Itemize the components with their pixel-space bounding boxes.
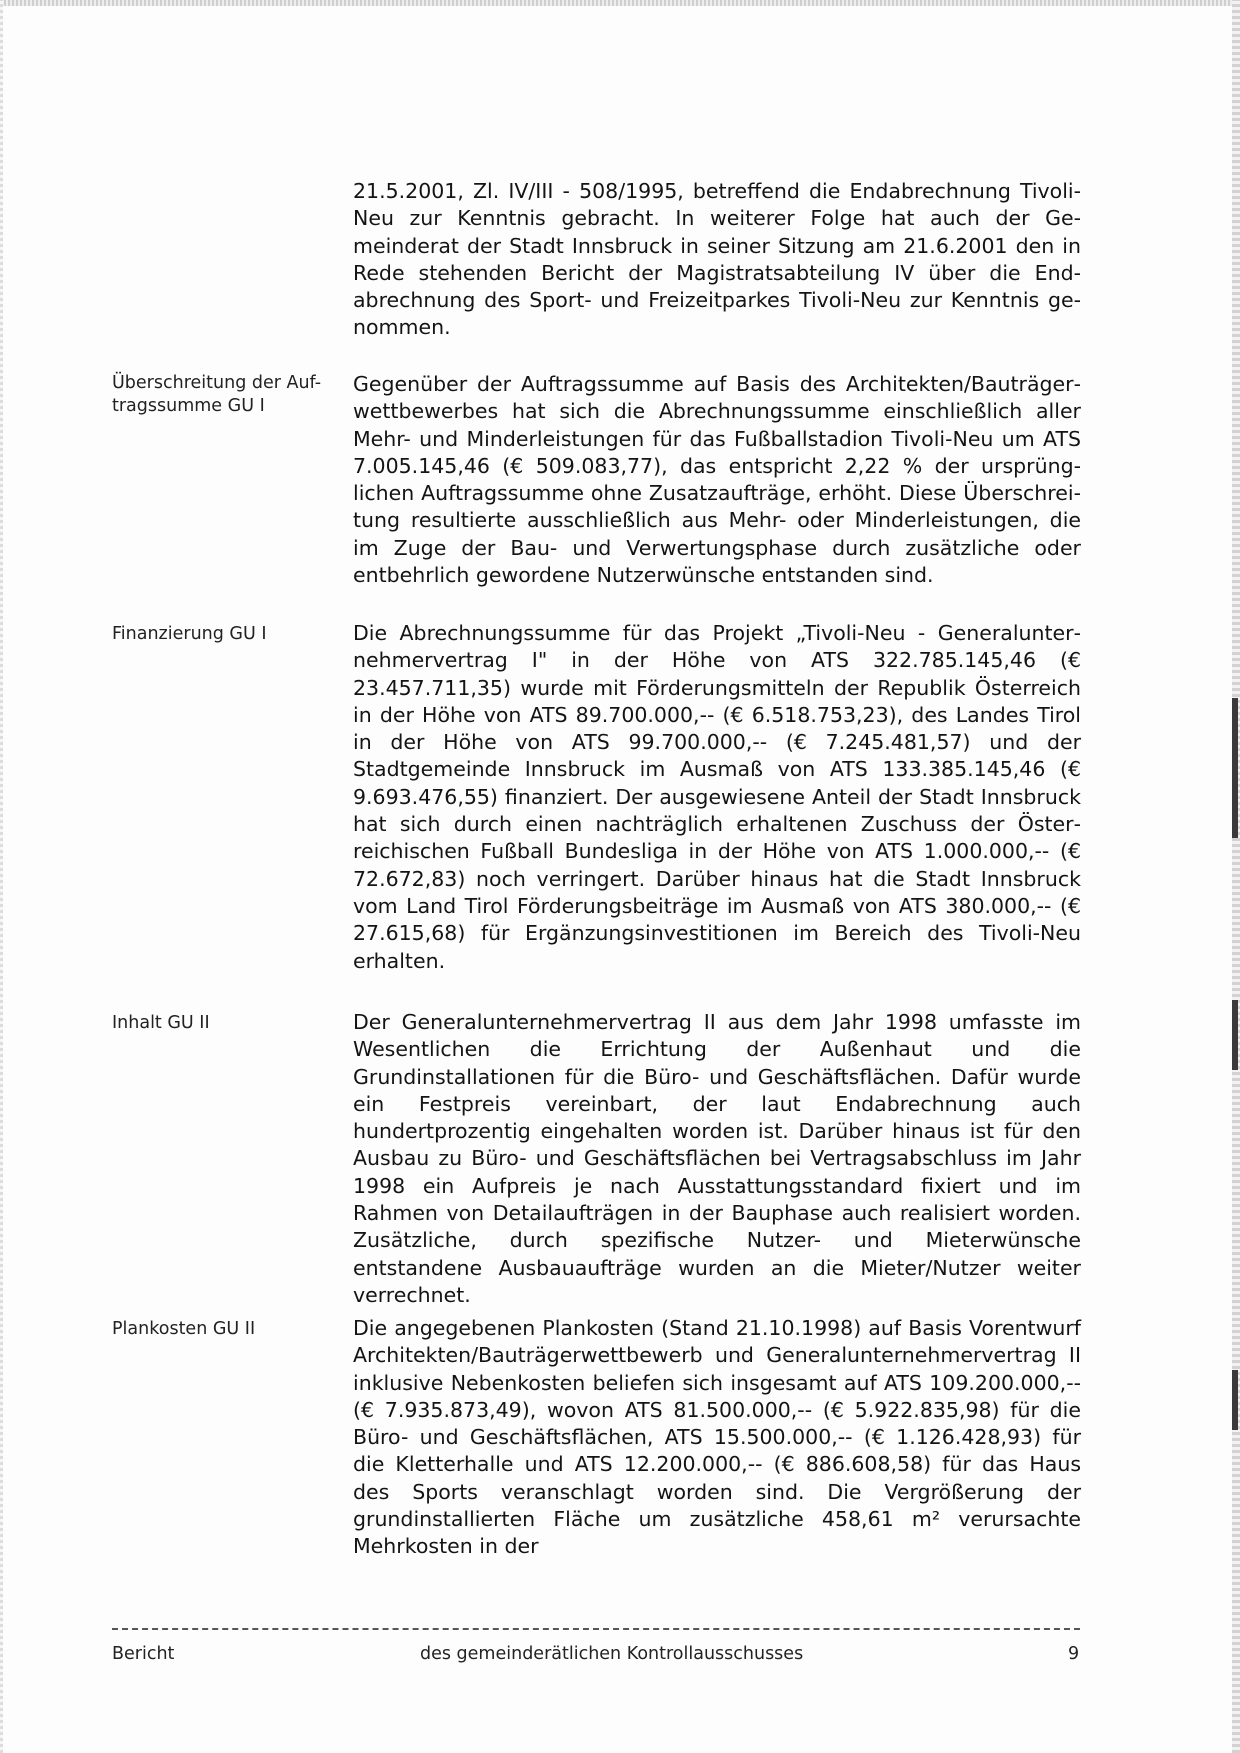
- footer-divider: [112, 1628, 1080, 1630]
- footer-left: Bericht: [112, 1644, 175, 1664]
- scan-edge-right: [1232, 0, 1240, 1753]
- paragraph-financing: Die Abrechnungssumme für das Projekt „Tivoli-Neu - Generalunternehmervertrag I" in der Höhe von ATS 322.785.145,46 (€ 23.457.711,35) wurde mit Förderungsmitteln der Republik Österreich in der Höhe von ATS 89.700.000,-- (€ 6.518.753,23), des Landes Tirol in der Höhe von ATS 99.700.000,-- (€ 7.245.481,57) und der Stadtgemeinde Innsbruck im Ausmaß von ATS 133.385.145,46 (€ 9.693.476,55) finanziert. Der ausgewiesene Anteil der Stadt Innsbruck hat sich durch einen nachträglich erhaltenen Zuschuss der Österreichischen Fußball Bundesliga in der Höhe von ATS 1.000.000,-- (€ 72.672,83) noch verringert. Darüber hinaus hat die Stadt Innsbruck vom Land Tirol Förderungsbeiträge im Ausmaß von ATS 380.000,-- (€ 27.615,68) für Ergänzungsinvestitionen im Bereich des Tivoli-Neu erhalten.: [353, 621, 1081, 973]
- page-number: 9: [1068, 1644, 1080, 1664]
- scan-mark: [1232, 698, 1238, 838]
- paragraph-overrun: Gegenüber der Auftragssumme auf Basis des Architekten/Bauträgerwettbewerbes hat sich die Abrechnungssumme einschließlich aller Mehr- und Minderleistungen für das Fußballstadion Tivoli-Neu um ATS 7.005.145,46 (€ 509.083,77), das entspricht 2,22 % der ursprünglichen Auftragssumme ohne Zusatzaufträge, erhöht. Diese Überschreitung resultierte ausschließlich aus Mehr- oder Minderleistungen, die im Zuge der Bau- und Verwertungsphase durch zusätzliche oder entbehrlich gewordene Nutzerwünsche entstanden sind.: [353, 372, 1081, 588]
- scan-mark: [1232, 1370, 1238, 1430]
- paragraph-content-gu2: Der Generalunternehmervertrag II aus dem Jahr 1998 umfasste im Wesentlichen die Errichtung der Außenhaut und die Grundinstallationen für die Büro- und Geschäftsflächen. Dafür wurde ein Festpreis vereinbart, der laut Endabrechnung auch hundertprozentig eingehalten worden ist. Darüber hinaus ist für den Ausbau zu Büro- und Geschäftsflächen bei Vertragsabschluss im Jahr 1998 ein Aufpreis je nach Ausstattungsstandard fixiert und im Rahmen von Detailaufträgen in der Bauphase auch realisiert worden. Zusätzliche, durch spezifische Nutzer- und Mieterwünsche entstandene Ausbauaufträge wurden an die Mieter/Nutzer weiter verrechnet.: [353, 1010, 1081, 1307]
- scan-edge-left: [0, 0, 3, 1753]
- paragraph-plancosts-gu2: Die angegebenen Plankosten (Stand 21.10.1998) auf Basis Vorentwurf Architekten/Bauträgerwettbewerb und Generalunternehmervertrag II inklusive Nebenkosten beliefen sich insgesamt auf ATS 109.200.000,-- (€ 7.935.873,49), wovon ATS 81.500.000,-- (€ 5.922.835,98) für die Büro- und Geschäftsflächen, ATS 15.500.000,-- (€ 1.126.428,93) für die Kletterhalle und ATS 12.200.000,-- (€ 886.608,58) für das Haus des Sports veranschlagt worden sind. Die Vergrößerung der grundinstallierten Fläche um zusätzliche 458,61 m² verursachte Mehrkosten in der: [353, 1316, 1081, 1559]
- margin-label-financing: Finanzierung GU I: [112, 624, 267, 644]
- footer-center: des gemeinderätlichen Kontrollausschusses: [420, 1644, 804, 1664]
- intro-paragraph: 21.5.2001, Zl. IV/III - 508/1995, betreffend die Endabrechnung Tivoli-Neu zur Kenntnis gebracht. In weiterer Folge hat auch der Gemeinderat der Stadt Innsbruck in seiner Sitzung am 21.6.2001 den in Rede stehenden Bericht der Magistratsabteilung IV über die Endabrechnung des Sport- und Freizeitparkes Tivoli-Neu zur Kenntnis genommen.: [353, 179, 1081, 340]
- margin-label-plancosts-gu2: Plankosten GU II: [112, 1319, 256, 1339]
- scan-edge-top: [0, 0, 1240, 6]
- margin-label-content-gu2: Inhalt GU II: [112, 1013, 210, 1033]
- scan-mark: [1232, 1000, 1238, 1070]
- margin-label-overrun: Überschreitung der Auf-tragssumme GU I: [112, 373, 322, 416]
